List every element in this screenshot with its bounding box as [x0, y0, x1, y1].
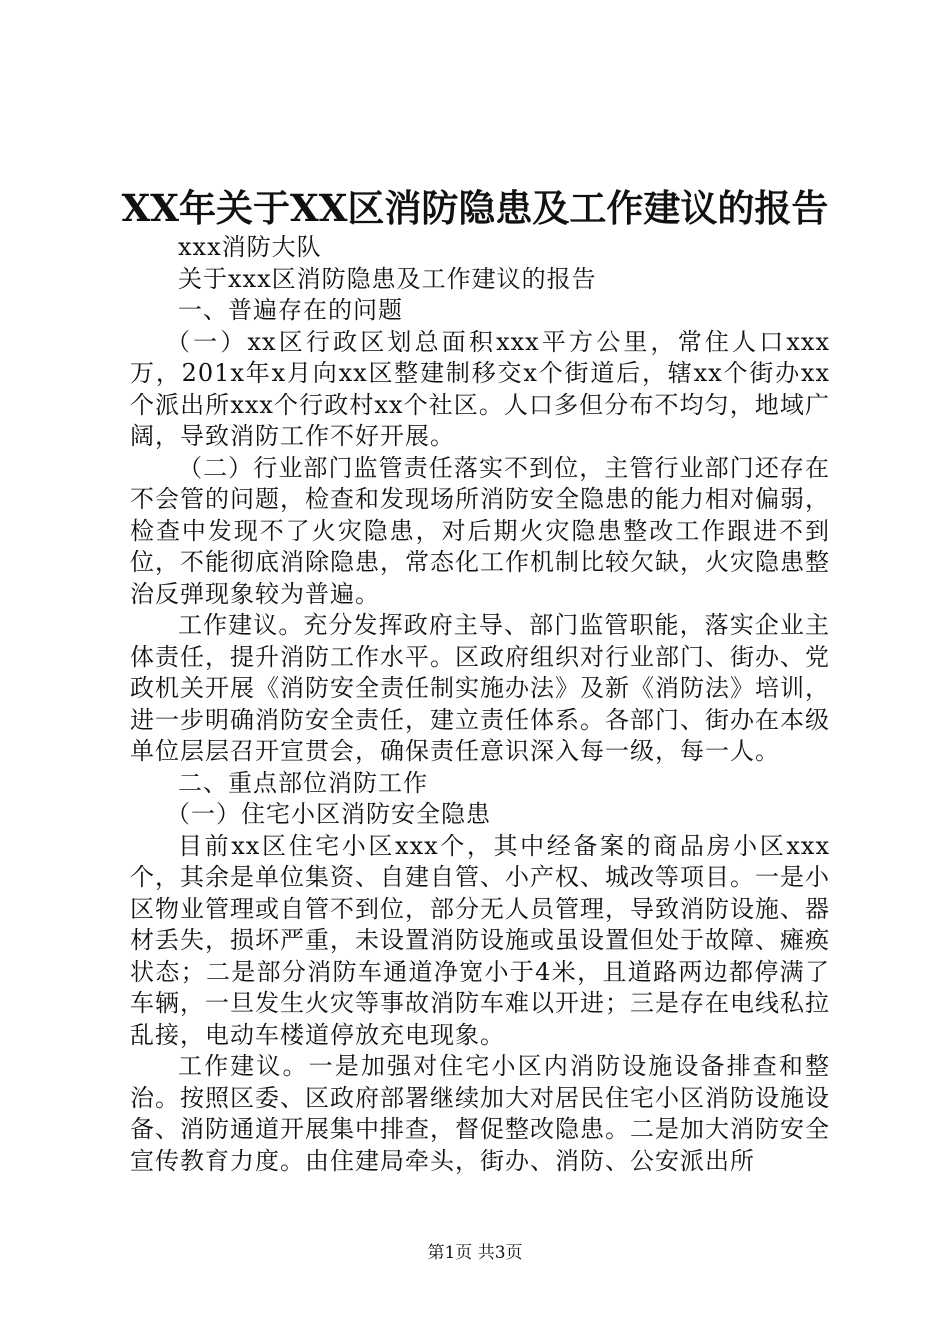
- heading-common-problems: 一、普遍存在的问题: [178, 296, 403, 324]
- paragraph-report-subtitle: 关于xxx区消防隐患及工作建议的报告: [178, 264, 597, 293]
- paragraph-problem-two: （二）行业部门监管责任落实不到位，主管行业部门还存在不会管的问题，检查和发现场所消防安全隐患的能力相对偏弱，检查中发现不了火灾隐患，对后期火灾隐患整改工作跟进不到位，不能彻底消除隐患，常态化工作机制比较欠缺，火灾隐患整治反弹现象较为普遍。: [130, 453, 830, 608]
- heading-key-areas: 二、重点部位消防工作: [178, 768, 428, 797]
- paragraph-work-suggestion-one: 工作建议。充分发挥政府主导、部门监管职能，落实企业主体责任，提升消防工作水平。区政府组织对行业部门、街办、党政机关开展《消防安全责任制实施办法》及新《消防法》培训，进一步明确消防安全责任，建立责任体系。各部门、街办在本级单位层层召开宣贯会，确保责任意识深入每一级，每一人。: [130, 611, 830, 765]
- paragraph-problem-one: （一）xx区行政区划总面积xxx平方公里，常住人口xxx万，201x年x月向xx区整建制移交x个街道后，辖xx个街办xx个派出所xxx个行政村xx个社区。人口多但分布不均匀，地域广阔，导致消防工作不好开展。: [130, 327, 830, 450]
- document-title: XX年关于XX区消防隐患及工作建议的报告: [121, 186, 829, 230]
- paragraph-unit-name: xxx消防大队: [178, 233, 322, 261]
- heading-residential-hazards: （一）住宅小区消防安全隐患: [166, 800, 491, 828]
- paragraph-work-suggestion-two: 工作建议。一是加强对住宅小区内消防设施设备排查和整治。按照区委、区政府部署继续加大对居民住宅小区消防设施设备、消防通道开展集中排查，督促整改隐患。二是加大消防安全宣传教育力度。由住建局牵头，街办、消防、公安派出所: [130, 1052, 830, 1175]
- document-body: [130, 232, 830, 1177]
- paragraph-residential-details: 目前xx区住宅小区xxx个，其中经备案的商品房小区xxx个，其余是单位集资、自建自管、小产权、城改等项目。一是小区物业管理或自管不到位，部分无人员管理，导致消防设施、器材丢失，损坏严重，未设置消防设施或虽设置但处于故障、瘫痪状态；二是部分消防车通道净宽小于4米，且道路两边都停满了车辆，一旦发生火灾等事故消防车难以开进；三是存在电线私拉乱接，电动车楼道停放充电现象。: [130, 831, 830, 1049]
- page-footer: 第1页 共3页: [427, 1243, 523, 1263]
